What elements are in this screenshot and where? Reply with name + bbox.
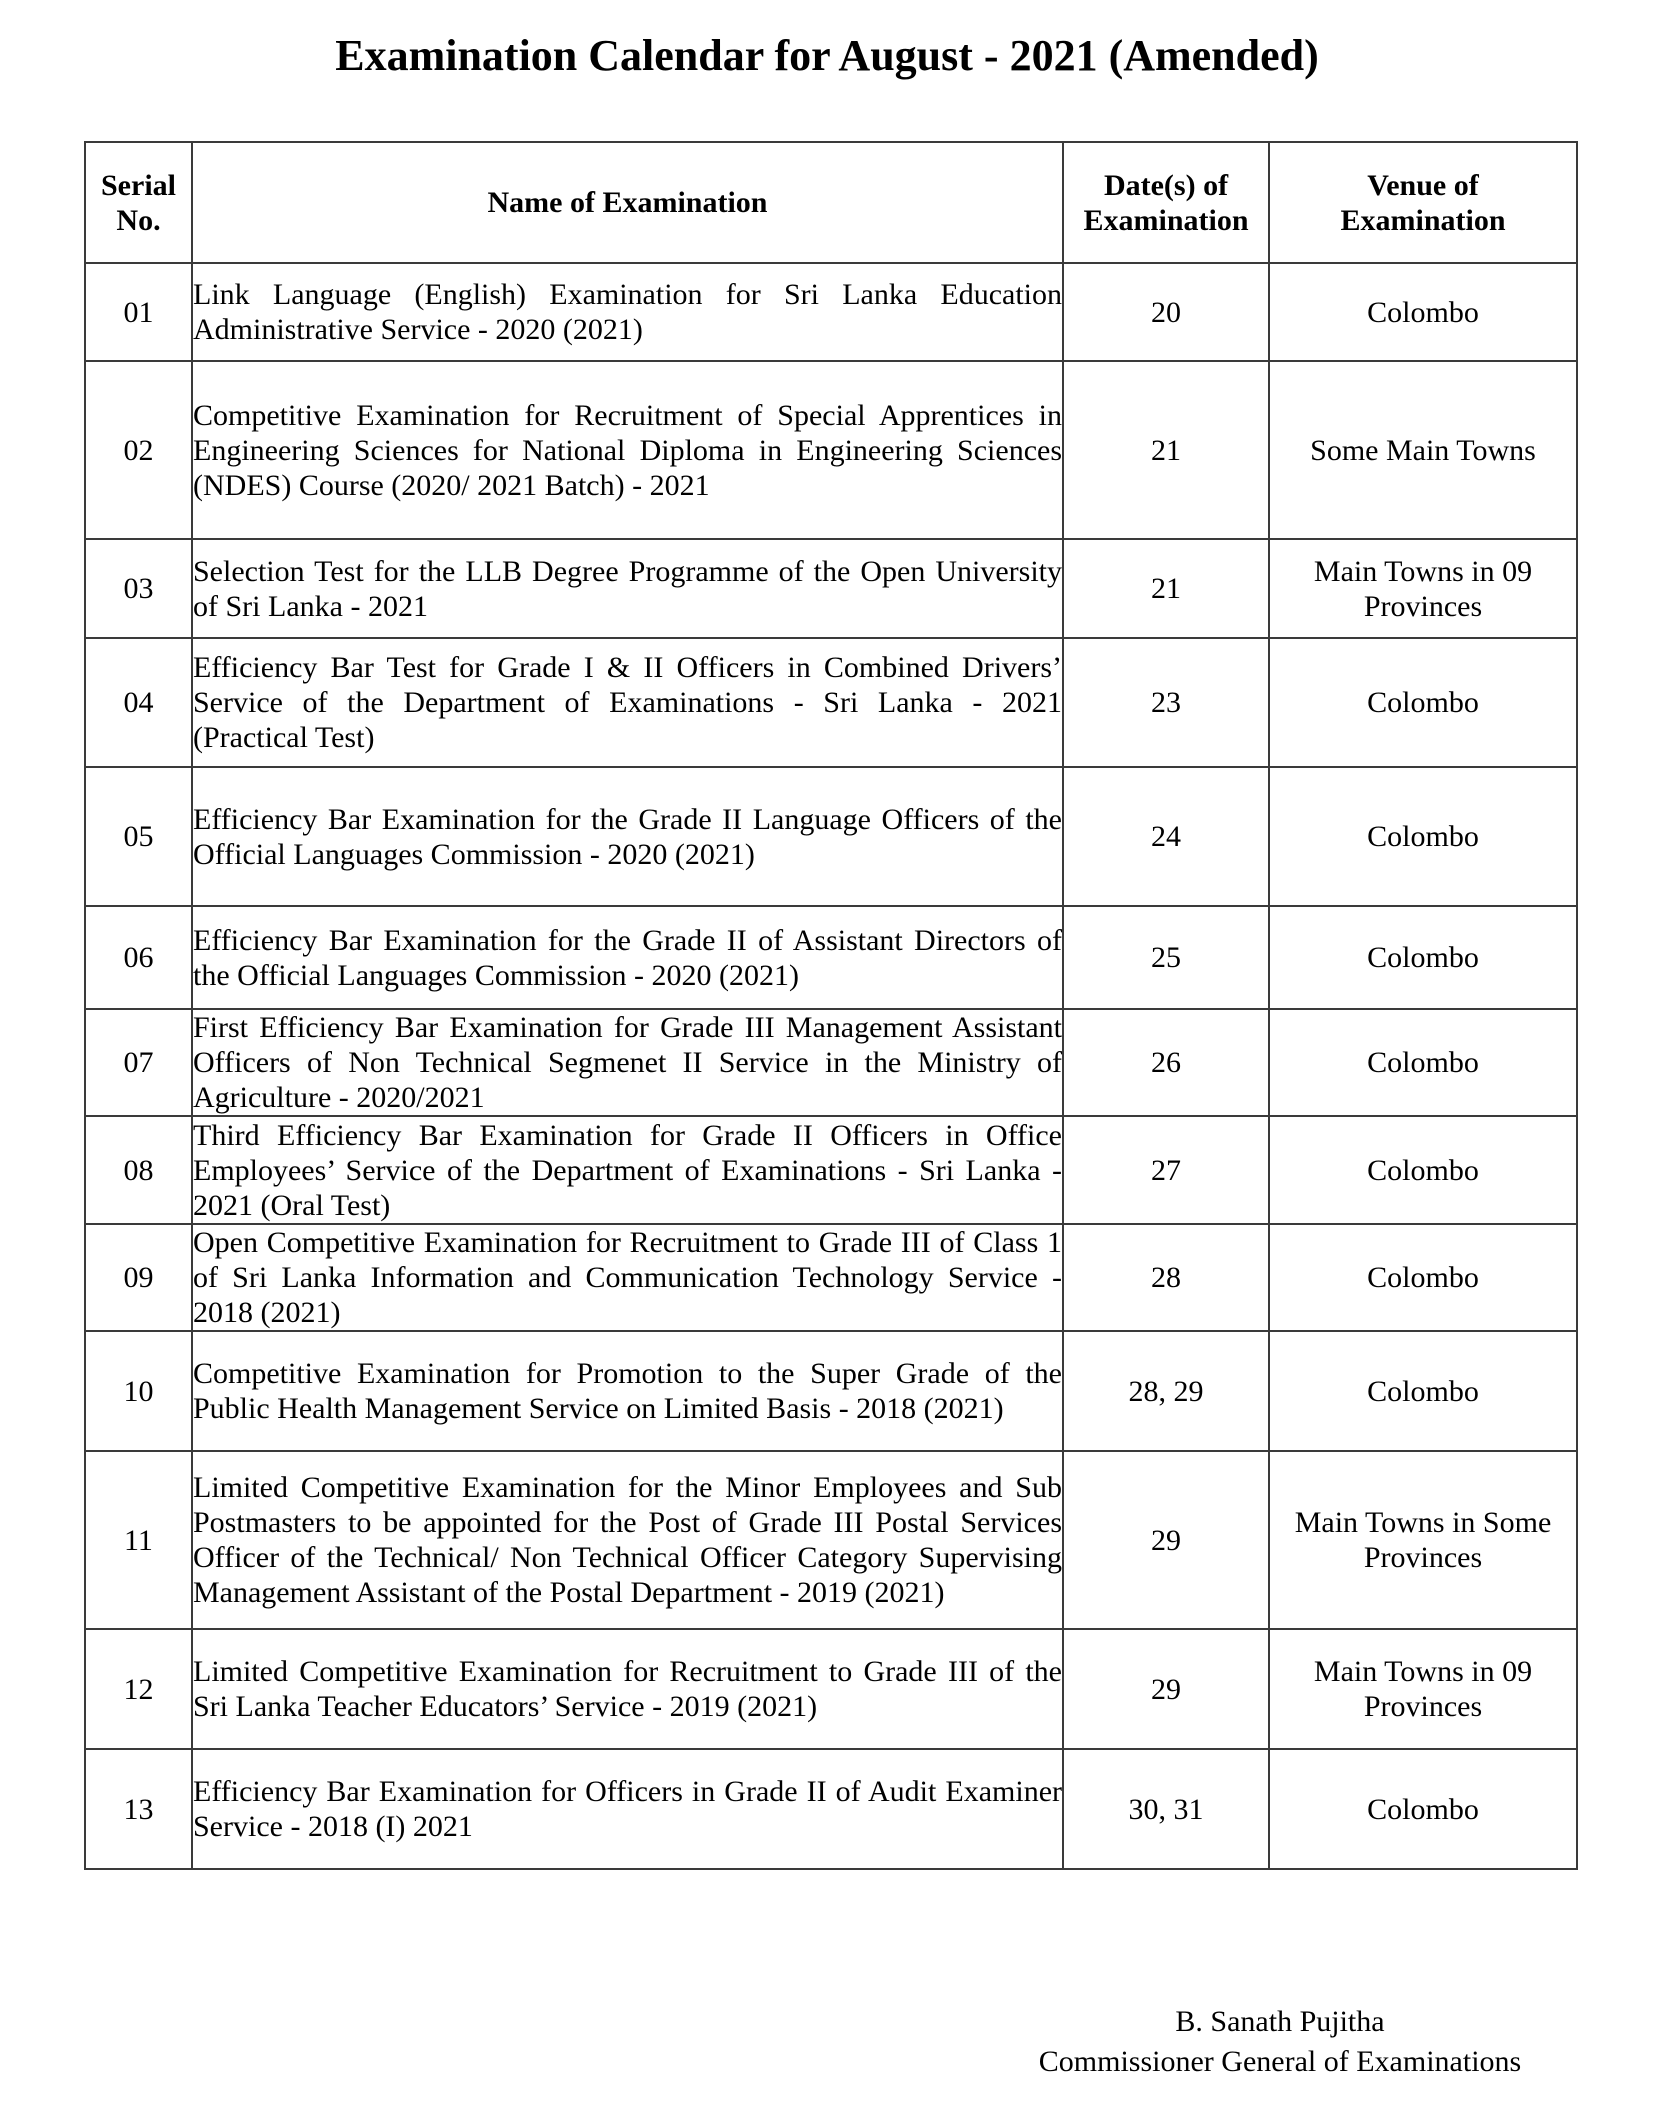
row-dates: 30, 31: [1063, 1749, 1269, 1869]
table-row: [85, 1009, 1577, 1116]
header-venue-of-examination: [1269, 142, 1577, 263]
row-exam-name: Efficiency Bar Examination for Officers in Grade II of Audit Examiner Service - 2018 (I) 2021: [192, 1749, 1063, 1869]
table-row: [85, 263, 1577, 361]
row-serial: 13: [85, 1749, 192, 1869]
row-exam-name: Open Competitive Examination for Recruitment to Grade III of Class 1 of Sri Lanka Information and Communication Technology Service - 2018 (2021): [193, 1226, 1062, 1329]
row-serial: 03: [85, 539, 192, 638]
row-serial: 04: [85, 638, 192, 767]
table-header-row: [85, 142, 1577, 263]
row-serial: 05: [85, 767, 192, 906]
row-venue: Some Main Towns: [1269, 361, 1577, 539]
row-venue: Colombo: [1269, 1116, 1577, 1224]
row-serial: 10: [85, 1331, 192, 1451]
row-exam-name: Link Language (English) Examination for Sri Lanka Education Administrative Service - 2020 (2021): [192, 263, 1063, 361]
row-dates: 28, 29: [1063, 1331, 1269, 1451]
row-dates: 29: [1063, 1629, 1269, 1749]
table-row: [85, 361, 1577, 539]
signatory-designation: Commissioner General of Examinations: [1038, 2045, 1522, 2078]
row-venue: Colombo: [1269, 767, 1577, 906]
header-venue-line1: Venue of: [1367, 168, 1479, 202]
row-dates: 21: [1063, 361, 1269, 539]
table-row: [85, 1629, 1577, 1749]
table-row: [85, 1224, 1577, 1331]
row-venue: Colombo: [1269, 906, 1577, 1009]
header-name-of-examination: [192, 142, 1063, 263]
row-exam-name: Competitive Examination for Promotion to the Super Grade of the Public Health Management Service on Limited Basis - 2018 (2021): [192, 1331, 1063, 1451]
table-row: [85, 1451, 1577, 1629]
row-venue: Colombo: [1269, 1331, 1577, 1451]
row-dates: 20: [1063, 263, 1269, 361]
examination-calendar-table: [84, 141, 1578, 1870]
row-dates: 27: [1063, 1116, 1269, 1224]
header-serial-no: [85, 142, 192, 263]
row-exam-name: Competitive Examination for Recruitment of Special Apprentices in Engineering Sciences for National Diploma in Engineering Sciences (NDES) Course (2020/ 2021 Batch) - 2021: [192, 361, 1063, 539]
row-venue: Colombo: [1269, 1749, 1577, 1869]
row-venue: Main Towns in 09 Provinces: [1269, 1629, 1577, 1749]
table-row: [85, 1116, 1577, 1224]
row-serial: 12: [85, 1629, 192, 1749]
row-dates: 25: [1063, 906, 1269, 1009]
header-name-label: Name of Examination: [487, 186, 768, 219]
table-row: [85, 767, 1577, 906]
table-row: [85, 1749, 1577, 1869]
row-venue: Colombo: [1269, 638, 1577, 767]
row-venue: Colombo: [1269, 263, 1577, 361]
row-serial: 01: [85, 263, 192, 361]
table-row: [85, 539, 1577, 638]
row-dates: 29: [1063, 1451, 1269, 1629]
row-exam-name: Limited Competitive Examination for Recruitment to Grade III of the Sri Lanka Teacher Educators’ Service - 2019 (2021): [192, 1629, 1063, 1749]
row-serial: 07: [85, 1009, 192, 1116]
row-exam-name: Limited Competitive Examination for the Minor Employees and Sub Postmasters to be appointed for the Post of Grade III Postal Services Officer of the Technical/ Non Technical Officer Category Supervising Management Assistant of the Postal Department - 2019 (2021): [192, 1451, 1063, 1629]
row-exam-name: Efficiency Bar Examination for the Grade II of Assistant Directors of the Official Languages Commission - 2020 (2021): [192, 906, 1063, 1009]
table-row: [85, 906, 1577, 1009]
header-serial-line1: Serial: [101, 168, 176, 202]
page-title: Examination Calendar for August - 2021 (Amended): [335, 31, 1319, 80]
header-dates-line1: Date(s) of: [1103, 168, 1229, 202]
row-venue: Main Towns in 09 Provinces: [1269, 539, 1577, 638]
row-dates: 24: [1063, 767, 1269, 906]
signature-block: [1000, 2002, 1560, 2082]
row-dates: 23: [1063, 638, 1269, 767]
row-exam-name: Selection Test for the LLB Degree Programme of the Open University of Sri Lanka - 2021: [192, 539, 1063, 638]
row-serial: 09: [85, 1224, 192, 1331]
row-dates: 26: [1063, 1009, 1269, 1116]
row-venue: Colombo: [1269, 1224, 1577, 1331]
header-serial-line2: No.: [116, 203, 161, 237]
row-serial: 08: [85, 1116, 192, 1224]
header-dates-line2: Examination: [1083, 203, 1249, 237]
header-venue-line2: Examination: [1340, 203, 1506, 237]
row-exam-name: Efficiency Bar Test for Grade I & II Officers in Combined Drivers’ Service of the Department of Examinations - Sri Lanka - 2021 (Practical Test): [192, 638, 1063, 767]
row-exam-name: Third Efficiency Bar Examination for Grade II Officers in Office Employees’ Service of the Department of Examinations - Sri Lanka - 2021 (Oral Test): [192, 1116, 1063, 1224]
table-row: [85, 638, 1577, 767]
row-exam-name: First Efficiency Bar Examination for Grade III Management Assistant Officers of Non Technical Segmenet II Service in the Ministry of Agriculture - 2020/2021: [193, 1011, 1062, 1114]
header-dates-of-examination: [1063, 142, 1269, 263]
row-serial: 02: [85, 361, 192, 539]
row-venue: Colombo: [1269, 1009, 1577, 1116]
row-exam-name: Efficiency Bar Examination for the Grade II Language Officers of the Official Languages Commission - 2020 (2021): [192, 767, 1063, 906]
row-dates: 21: [1063, 539, 1269, 638]
row-dates: 28: [1063, 1224, 1269, 1331]
row-serial: 06: [85, 906, 192, 1009]
signatory-name: B. Sanath Pujitha: [1175, 2005, 1385, 2038]
row-venue: Main Towns in Some Provinces: [1269, 1451, 1577, 1629]
table-row: [85, 1331, 1577, 1451]
row-serial: 11: [85, 1451, 192, 1629]
